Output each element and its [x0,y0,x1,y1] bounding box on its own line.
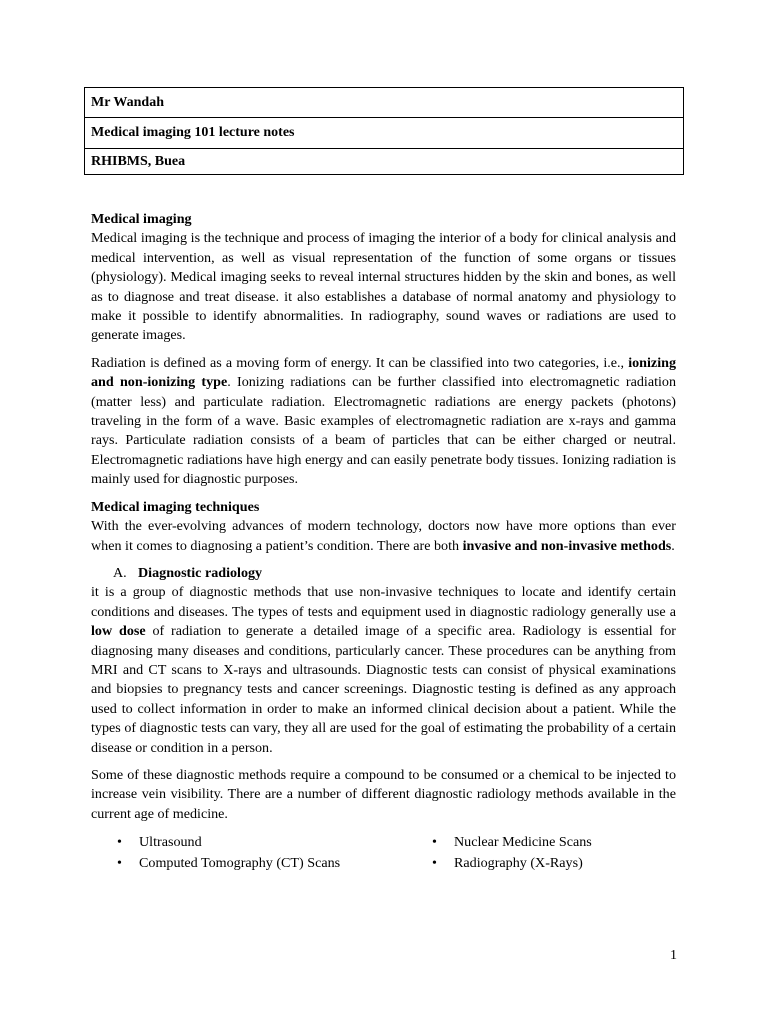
paragraph-medical-imaging-definition: Medical imaging is the technique and process of imaging the interior of a body for clinical analysis and medical intervention, as well as visual representation of the function of some organs or tissues (physiology). Medical imaging seeks to reveal internal structures hidden by the skin and bones, as well as to diagnose and treat disease. it also establishes a database of normal anatomy and physiology to make it possible to identify abnormalities. In radiography, sound waves or radiations are used to generate images. [91,230,676,344]
section-heading-medical-imaging: Medical imaging [91,211,192,227]
institution-cell: RHIBMS, Buea [85,149,684,175]
paragraph-diagnostic-radiology [91,583,676,758]
section-heading-techniques: Medical imaging techniques [91,498,260,515]
bold-term-low-dose: low dose [91,623,146,640]
subsection-marker: A. [113,564,127,581]
header-row [85,118,684,149]
list-item-text: Radiography (X-Rays) [454,855,583,872]
document-body [91,210,676,874]
bullet-column-right [432,832,592,874]
subsection-title: Diagnostic radiology [138,564,263,581]
text-run: it is a group of diagnostic methods that use non-invasive techniques to locate and identify certain conditions and diseases. The types of tests and equipment used in diagnostic radiology generally use a [91,584,676,620]
list-item-text: Nuclear Medicine Scans [454,834,592,851]
bullet-column-left [117,832,432,874]
header-row [85,149,684,175]
page-number: 1 [670,948,677,963]
bold-term-ionizing: ionizing and non-ionizing type [91,354,676,391]
list-item [432,832,592,853]
list-item [432,853,592,874]
bold-term-invasive: invasive and non-invasive methods [462,537,672,554]
course-cell: Medical imaging 101 lecture notes [85,118,684,149]
text-run: of radiation to generate a detailed image of a specific area. Radiology is essential for diagnosing many diseases and conditions, particularly cancer. These procedures can be anything from MRI and CT scans to X-rays and ultrasounds. Diagnostic tests can consist of physical examinations and biopsies to pregnancy tests and cancer screenings. Diagnostic testing is defined as any approach used to collect information in order to make an informed clinical decision about a patient. While the types of diagnostic tests can vary, they all are used for the goal of estimating the probability of a certain disease or condition in a person. [91,623,677,756]
list-item-text: Ultrasound [139,834,202,851]
list-item [117,853,432,874]
paragraph-techniques-intro [91,517,676,556]
bullet-icon: • [432,855,437,872]
text-run: With the ever-evolving advances of modern technology, doctors now have more options than ever when it comes to diagnosing a patient’s condition. There are both [91,518,676,554]
author-cell: Mr Wandah [85,88,684,118]
bullet-icon: • [117,834,122,851]
header-row [85,88,684,118]
text-run: Radiation is defined as a moving form of energy. It can be classified into two categories, i.e., [91,354,629,371]
subsection-heading-diagnostic-radiology [91,564,676,583]
bullet-list [91,832,676,874]
text-run: . Ionizing radiations can be further classified into electromagnetic radiation (matter less) and particulate radiation. Electromagnetic radiations are energy packets (photons) traveling in the form of a wave. Basic examples of electromagnetic radiation are x-rays and gamma rays. Particulate radiation consists of a beam of particles that can be either charged or neutral. Electromagnetic radiations have high energy and can easily penetrate body tissues. Ionizing radiation is mainly used for diagnostic purposes. [91,374,676,488]
paragraph-diagnostic-methods: Some of these diagnostic methods require a compound to be consumed or a chemical to be injected to increase vein visibility. There are a number of different diagnostic radiology methods available in the current age of medicine. [91,766,676,822]
paragraph-radiation-definition [91,354,676,490]
header-table [84,87,684,175]
list-item-text: Computed Tomography (CT) Scans [139,855,341,872]
list-item [117,832,432,853]
bullet-icon: • [117,855,122,872]
text-run: . [671,537,675,554]
bullet-icon: • [432,834,437,851]
